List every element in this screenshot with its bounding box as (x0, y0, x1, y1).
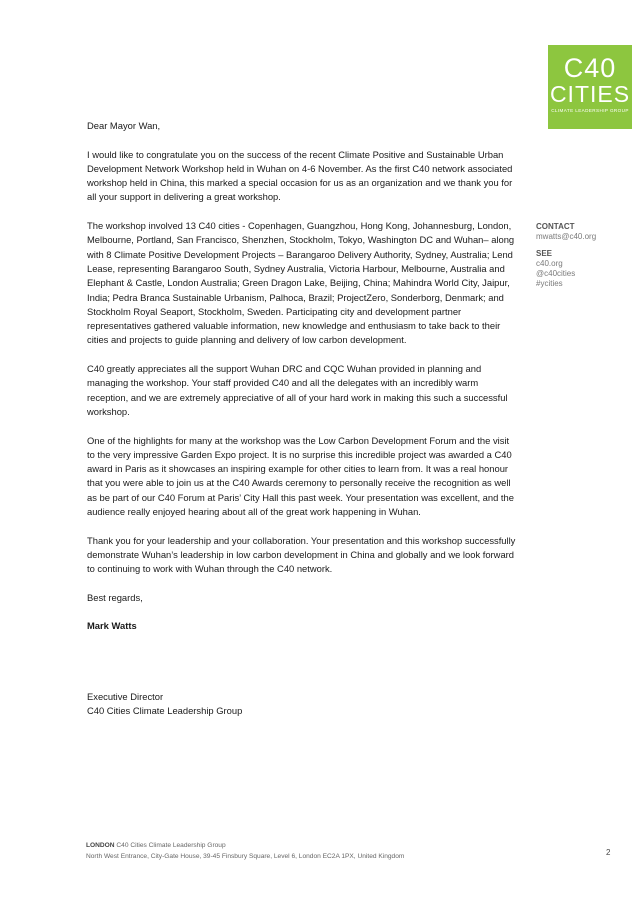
signatory-name: Mark Watts (87, 620, 137, 632)
page-number: 2 (606, 848, 611, 857)
signatory-organization: C40 Cities Climate Leadership Group (87, 704, 243, 716)
twitter-handle-link[interactable]: @c40cities (536, 269, 576, 278)
letter-body (87, 119, 517, 718)
see-heading: SEE (536, 249, 553, 258)
footer-address (86, 840, 404, 862)
signature-space (87, 634, 517, 690)
paragraph-highlights: One of the highlights for many at the workshop was the Low Carbon Development Forum and the visit to the very impressive Garden Expo project. It is no surprise this incredible project was awarded a C40 award in Paris as it showcases an inspiring example for other cities to learn from. It was a real honour that you were able to join us at the C40 Awards ceremony to personally receive the recognition as well as be part of our C40 Forum at Paris’ City Hall this past week. Your presentation was excellent, and the audience really enjoyed hearing about all of the great work happening in Wuhan. (87, 434, 514, 518)
footer-street-address: North West Entrance, City-Gate House, 39-45 Finsbury Square, Level 6, London EC2A 1PX, United Kingdom (86, 853, 405, 860)
footer-city: LONDON (86, 842, 115, 849)
contact-sidebar (536, 222, 596, 289)
paragraph-participants: The workshop involved 13 C40 cities - Copenhagen, Guangzhou, Hong Kong, Johannesburg, London, Melbourne, Portland, San Francisco, Shenzhen, Stockholm, Tokyo, Washington DC and Wuhan– along with 8 Climate Positive Development Projects – Barangaroo Delivery Authority, Sydney, Australia; Lend Lease, representing Barangaroo South, Sydney Australia, Victoria Harbour, Melbourne, Australia and Elephant & Castle, London Australia; Green Dragon Lake, Beijing, China; Mahindra World City, Jaipur, India; Pedra Branca Sustainable Urbanism, Palhoca, Brazil; ProjectZero, Sonderborg, Denmark; and Stockholm Royal Seaport, Stockholm, Sweden. Participating city and development partner representatives gathered valuable information, new knowledge and enthusiasm to take back to their cities and projects to guide planning and delivery of low carbon development. (87, 220, 515, 346)
closing: Best regards, (87, 591, 143, 603)
paragraph-thanks: Thank you for your leadership and your collaboration. Your presentation and this workshop successfully demonstrate Wuhan’s leadership in low carbon development in China and globally and we look forward to continuing to work with Wuhan through the C40 network. (87, 534, 516, 575)
contact-email-link[interactable]: mwatts@c40.org (536, 232, 597, 241)
hashtag-link[interactable]: #ycities (536, 279, 563, 288)
signatory-title-block (87, 690, 517, 719)
paragraph-appreciation: C40 greatly appreciates all the support Wuhan DRC and CQC Wuhan provided in planning and managing the workshop. Your staff provided C40 and all the delegates with an incredibly warm reception, and we are extremely appreciative of all of your hard work in making this such a successful workshop. (87, 363, 508, 417)
paragraph-congratulations: I would like to congratulate you on the success of the recent Climate Positive and Sustainable Urban Development Network Workshop held in Wuhan on 4-6 November. As the first C40 network associated workshop held in China, this marked a special occasion for us as an organization and we thank you for all your support in delivering a great workshop. (87, 148, 513, 203)
logo-cities-text: CITIES (549, 81, 631, 107)
signatory-title: Executive Director (87, 690, 164, 702)
logo-c40-text: C40 (563, 53, 617, 83)
website-link[interactable]: c40.org (536, 259, 563, 268)
salutation: Dear Mayor Wan, (87, 120, 161, 131)
contact-heading: CONTACT (536, 222, 575, 231)
logo-tagline: CLIMATE LEADERSHIP GROUP (551, 108, 629, 113)
footer-org: C40 Cities Climate Leadership Group (116, 842, 226, 849)
c40-cities-logo (548, 45, 632, 129)
